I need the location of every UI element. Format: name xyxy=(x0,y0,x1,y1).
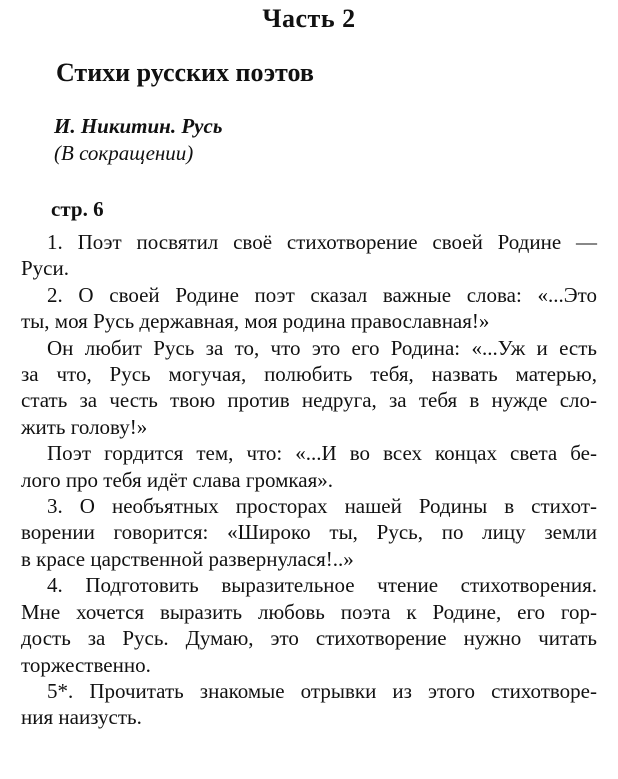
text-line: Руси. xyxy=(21,256,69,281)
text-line: Он любит Русь за то, что это его Родина: «...Уж и есть xyxy=(47,335,597,360)
text-line: Поэт гордится тем, что: «...И во всех концах света бе- xyxy=(47,441,597,466)
text-line: 1. Поэт посвятил своё стихотворение своей Родине — xyxy=(47,230,597,254)
text-line: стать за честь твою против недруга, за тебя в нужде сло- xyxy=(21,388,597,413)
poem-title: И. Никитин. Русь xyxy=(54,114,223,138)
section-title: Стихи русских поэтов xyxy=(56,58,314,87)
text-line: 3. О необъятных просторах нашей Родины в стихот- xyxy=(47,494,597,519)
text-line: за что, Русь могучая, полюбить тебя, назвать матерью, xyxy=(21,362,597,387)
text-line: ты, моя Русь державная, моя родина православная!» xyxy=(21,309,490,334)
text-line: ворении говорится: «Широко ты, Русь, по лицу земли xyxy=(21,520,597,545)
text-line: 4. Подготовить выразительное чтение стихотворения. xyxy=(47,573,597,598)
part-title: Часть 2 xyxy=(262,4,356,33)
text-line: жить голову!» xyxy=(21,414,148,439)
text-line: дость за Русь. Думаю, это стихотворение нужно читать xyxy=(21,626,597,651)
text-line: Мне хочется выразить любовь поэта к Родине, его гор- xyxy=(21,599,597,624)
text-line: лого про тебя идёт слава громкая». xyxy=(21,467,333,492)
text-line: в красе царственной развернулася!..» xyxy=(21,546,354,571)
answer-text xyxy=(21,229,597,731)
text-line: 5*. Прочитать знакомые отрывки из этого стихотворе- xyxy=(47,678,597,703)
abridged-note: (В сокращении) xyxy=(54,141,194,165)
text-line: торжественно. xyxy=(21,652,151,677)
text-line: ния наизусть. xyxy=(21,705,142,730)
text-line: 2. О своей Родине поэт сказал важные слова: «...Это xyxy=(47,282,597,307)
page-reference: стр. 6 xyxy=(51,197,104,221)
